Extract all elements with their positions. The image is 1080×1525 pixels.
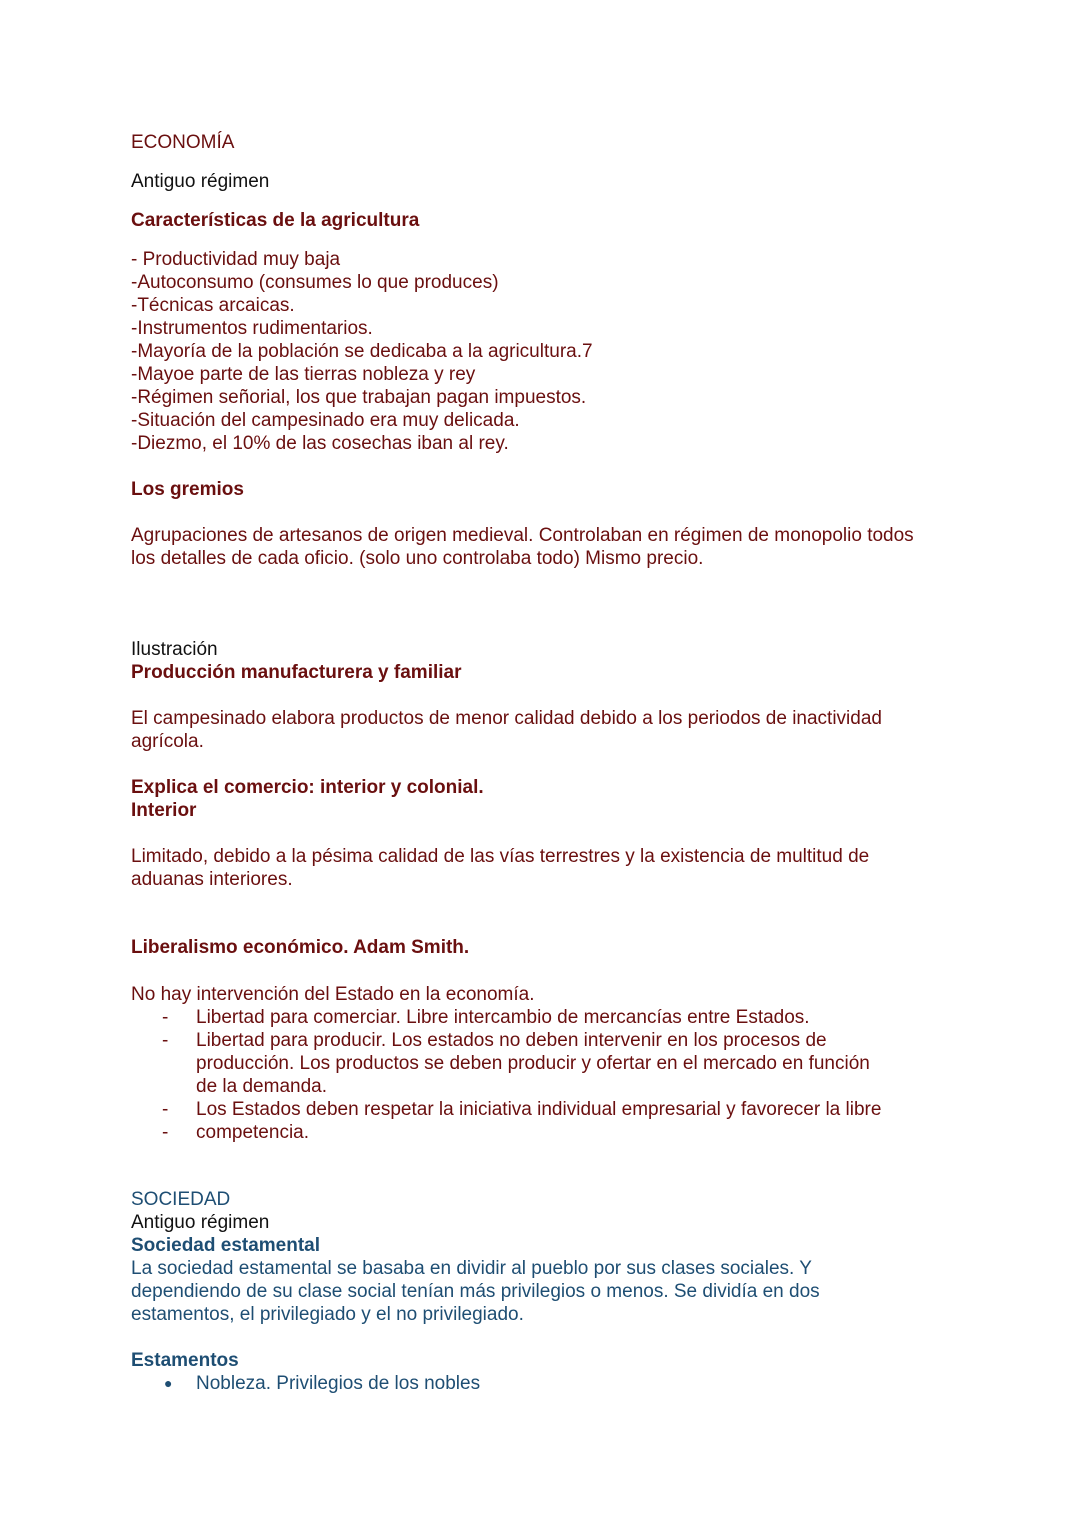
dash-marker: - (162, 1030, 169, 1051)
liberalismo-list (131, 1006, 931, 1144)
list-item: -Mayoría de la población se dedicaba a la agricultura.7 (131, 341, 593, 362)
list-item-text: Los Estados deben respetar la iniciativa individual empresarial y favorecer la libre (196, 1099, 882, 1120)
list-item (131, 1029, 931, 1098)
dash-marker: - (162, 1007, 169, 1028)
economia-heading: ECONOMÍA (131, 132, 235, 153)
ilustracion-label: Ilustración (131, 639, 218, 660)
gremios-title: Los gremios (131, 479, 244, 500)
estamentos-title: Estamentos (131, 1350, 239, 1371)
list-item: -Técnicas arcaicas. (131, 295, 295, 316)
agricultura-title: Características de la agricultura (131, 210, 420, 231)
list-item: -Diezmo, el 10% de las cosechas iban al rey. (131, 433, 509, 454)
bullet-marker: ● (164, 1375, 173, 1391)
sociedad-heading: SOCIEDAD (131, 1189, 231, 1210)
list-item-text: competencia. (196, 1122, 310, 1143)
list-item-text: Libertad para producir. Los estados no deben intervenir en los procesos de producción. Los productos se deben producir y ofertar en el mercado en función de la demanda. (196, 1030, 870, 1097)
list-item: -Situación del campesinado era muy delicada. (131, 410, 520, 431)
list-item (131, 1006, 931, 1029)
antiguo-regimen-label: Antiguo régimen (131, 1212, 270, 1233)
estamentos-list (131, 1372, 951, 1395)
comercio-text: Limitado, debido a la pésima calidad de las vías terrestres y la existencia de multitud de aduanas interiores. (131, 846, 870, 890)
estamental-text: La sociedad estamental se basaba en dividir al pueblo por sus clases sociales. Y dependiendo de su clase social tenían más privilegios o menos. Se dividía en dos estamentos, el privilegiado y el no privilegiado. (131, 1258, 820, 1325)
list-item (131, 1098, 931, 1121)
list-item: - Productividad muy baja (131, 249, 341, 270)
list-item (131, 1372, 951, 1395)
list-item (131, 1121, 931, 1144)
produccion-text: El campesinado elabora productos de menor calidad debido a los periodos de inactividad agrícola. (131, 708, 882, 752)
list-item-text: Nobleza. Privilegios de los nobles (196, 1373, 481, 1394)
antiguo-regimen-label: Antiguo régimen (131, 171, 270, 192)
liberalismo-title: Liberalismo económico. Adam Smith. (131, 937, 470, 958)
agricultura-list (131, 248, 951, 455)
dash-marker: - (162, 1122, 169, 1143)
gremios-text: Agrupaciones de artesanos de origen medieval. Controlaban en régimen de monopolio todos los detalles de cada oficio. (solo uno controlaba todo) Mismo precio. (131, 525, 914, 569)
comercio-title: Explica el comercio: interior y colonial. (131, 777, 484, 798)
comercio-subtitle: Interior (131, 800, 197, 821)
list-item: -Instrumentos rudimentarios. (131, 318, 373, 339)
list-item-text: Libertad para comerciar. Libre intercambio de mercancías entre Estados. (196, 1007, 810, 1028)
list-item: -Mayoe parte de las tierras nobleza y rey (131, 364, 476, 385)
dash-marker: - (162, 1099, 169, 1120)
list-item: -Régimen señorial, los que trabajan pagan impuestos. (131, 387, 587, 408)
liberalismo-intro: No hay intervención del Estado en la economía. (131, 984, 535, 1005)
estamental-title: Sociedad estamental (131, 1235, 321, 1256)
list-item: -Autoconsumo (consumes lo que produces) (131, 272, 499, 293)
produccion-title: Producción manufacturera y familiar (131, 662, 462, 683)
